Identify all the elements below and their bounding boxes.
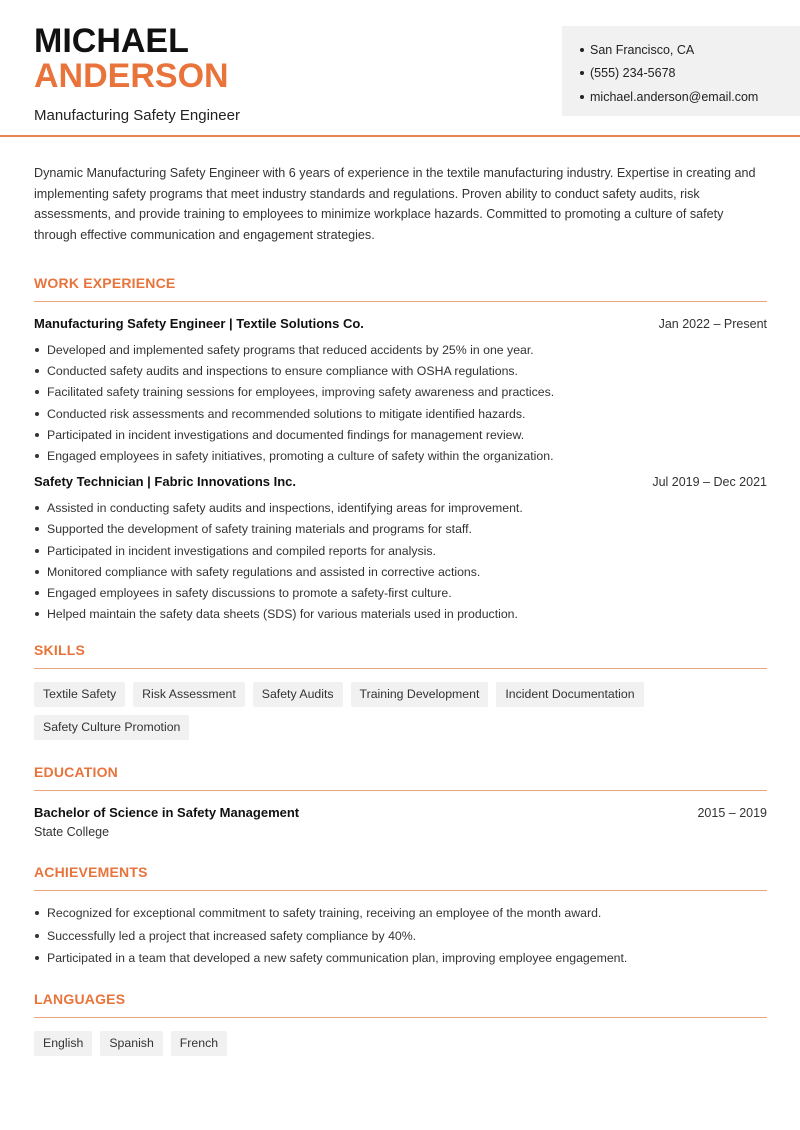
phone-text: (555) 234-5678 bbox=[590, 66, 676, 81]
section-divider bbox=[34, 1017, 767, 1018]
first-name: MICHAEL bbox=[34, 22, 189, 60]
skill-chip: Risk Assessment bbox=[133, 682, 245, 707]
bullet-icon bbox=[580, 71, 584, 75]
resume-header bbox=[0, 0, 800, 137]
section-title-achievements: ACHIEVEMENTS bbox=[34, 864, 148, 881]
section-divider bbox=[34, 790, 767, 791]
list-item: Engaged employees in safety discussions to promote a safety-first culture. bbox=[34, 585, 767, 606]
list-item: Participated in a team that developed a new safety communication plan, improving employee engagement. bbox=[34, 950, 767, 973]
job-bullets bbox=[34, 342, 767, 469]
location-text: San Francisco, CA bbox=[590, 42, 695, 57]
email-text: michael.anderson@email.com bbox=[590, 89, 759, 104]
skill-chip: Training Development bbox=[351, 682, 489, 707]
language-chip: Spanish bbox=[100, 1031, 162, 1056]
job-bullets bbox=[34, 500, 767, 627]
languages-section bbox=[34, 991, 767, 1056]
contact-email bbox=[580, 85, 800, 109]
achievements-section bbox=[34, 864, 767, 973]
job-entry bbox=[34, 474, 767, 627]
school: State College bbox=[34, 825, 110, 840]
work-section bbox=[34, 275, 767, 627]
job-title: Manufacturing Safety Engineer bbox=[34, 107, 240, 124]
last-name: ANDERSON bbox=[34, 57, 229, 95]
contact-phone bbox=[580, 62, 800, 86]
list-item: Helped maintain the safety data sheets (SDS) for various materials used in production. bbox=[34, 606, 767, 627]
list-item: Monitored compliance with safety regulations and assisted in corrective actions. bbox=[34, 564, 767, 585]
job-role: Safety Technician | Fabric Innovations Inc. bbox=[34, 474, 297, 490]
bullet-icon bbox=[580, 48, 584, 52]
section-divider bbox=[34, 668, 767, 669]
section-title-work: WORK EXPERIENCE bbox=[34, 275, 176, 291]
name-block bbox=[34, 24, 240, 124]
section-divider bbox=[34, 301, 767, 302]
list-item: Participated in incident investigations and compiled reports for analysis. bbox=[34, 543, 767, 564]
language-chips bbox=[34, 1031, 767, 1056]
summary: Dynamic Manufacturing Safety Engineer with 6 years of experience in the textile manufacturing industry. Expertise in creating and implementing safety programs that meet industry standards and regulations. Proven ability to conduct safety audits, risk assessments, and provide training to employees to minimize workplace hazards. Committed to promoting a culture of safety through effective communication and engagement strategies. bbox=[34, 166, 756, 242]
section-title-skills: SKILLS bbox=[34, 642, 85, 659]
skill-chip: Safety Audits bbox=[253, 682, 343, 707]
list-item: Assisted in conducting safety audits and inspections, identifying areas for improvement. bbox=[34, 500, 767, 521]
skill-chip: Incident Documentation bbox=[496, 682, 643, 707]
section-title-education: EDUCATION bbox=[34, 764, 118, 781]
degree: Bachelor of Science in Safety Management bbox=[34, 805, 300, 821]
list-item: Engaged employees in safety initiatives, promoting a culture of safety within the organization. bbox=[34, 448, 767, 469]
list-item: Facilitated safety training sessions for employees, improving safety awareness and practices. bbox=[34, 384, 767, 405]
skill-chip: Textile Safety bbox=[34, 682, 125, 707]
bullet-icon bbox=[580, 95, 584, 99]
achievement-bullets bbox=[34, 905, 767, 973]
list-item: Conducted safety audits and inspections to ensure compliance with OSHA regulations. bbox=[34, 363, 767, 384]
list-item: Successfully led a project that increased safety compliance by 40%. bbox=[34, 928, 767, 951]
job-entry bbox=[34, 316, 767, 469]
education-section bbox=[34, 764, 767, 839]
list-item: Participated in incident investigations and documented findings for management review. bbox=[34, 427, 767, 448]
section-divider bbox=[34, 890, 767, 891]
skill-chip: Safety Culture Promotion bbox=[34, 715, 189, 740]
language-chip: French bbox=[171, 1031, 227, 1056]
list-item: Recognized for exceptional commitment to safety training, receiving an employee of the month award. bbox=[34, 905, 767, 928]
list-item: Supported the development of safety training materials and programs for staff. bbox=[34, 521, 767, 542]
job-dates: Jul 2019 – Dec 2021 bbox=[652, 475, 767, 490]
resume-content bbox=[34, 163, 767, 1056]
education-dates: 2015 – 2019 bbox=[697, 806, 767, 821]
contact-location bbox=[580, 38, 800, 62]
job-role: Manufacturing Safety Engineer | Textile Solutions Co. bbox=[34, 316, 364, 331]
contact-box bbox=[562, 26, 800, 116]
list-item: Developed and implemented safety programs that reduced accidents by 25% in one year. bbox=[34, 342, 767, 363]
education-entry bbox=[34, 805, 767, 839]
skills-section bbox=[34, 642, 767, 740]
list-item: Conducted risk assessments and recommended solutions to mitigate identified hazards. bbox=[34, 406, 767, 427]
language-chip: English bbox=[34, 1031, 92, 1056]
job-dates: Jan 2022 – Present bbox=[658, 317, 767, 331]
section-title-languages: LANGUAGES bbox=[34, 990, 126, 1007]
skills-chips bbox=[34, 682, 767, 740]
